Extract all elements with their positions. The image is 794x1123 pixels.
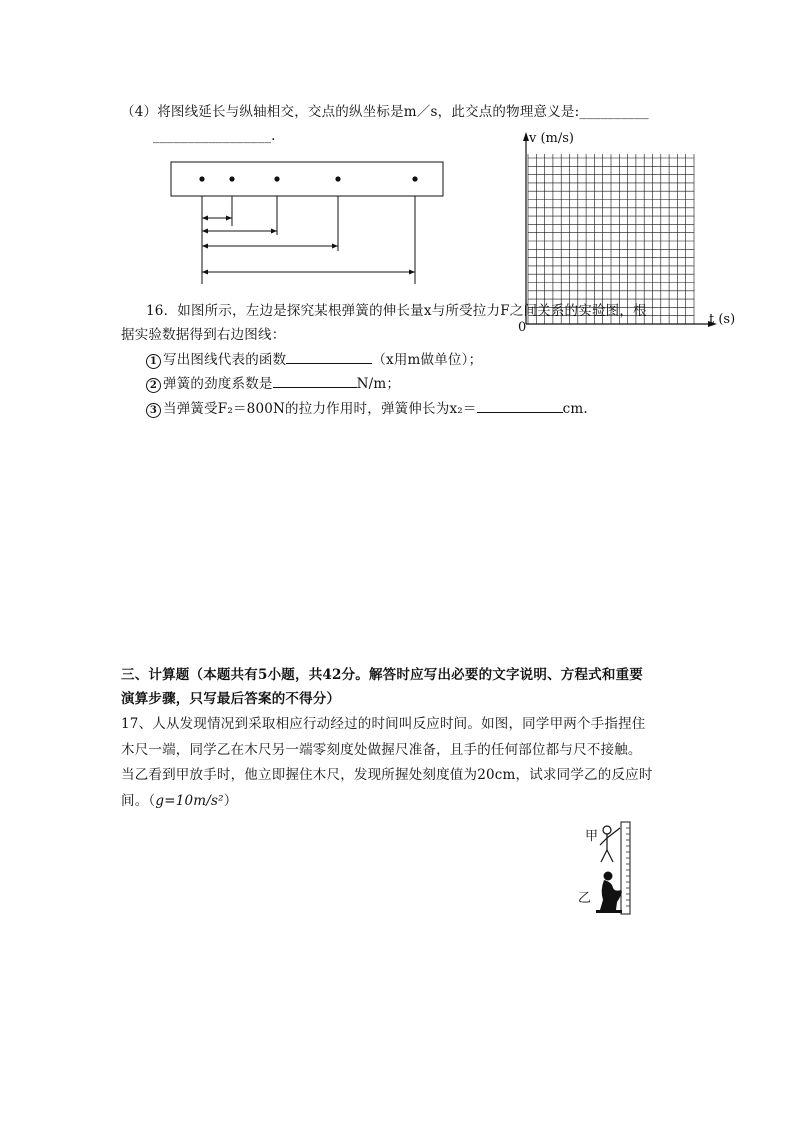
q16-intro-line2: 据实验数据得到右边图线： bbox=[121, 327, 286, 343]
tape-dot-2 bbox=[229, 176, 234, 181]
tape-dot-5 bbox=[412, 176, 417, 181]
q17-line4: 间。（g=10m/s²） bbox=[121, 793, 238, 809]
v-axis-label: v (m/s) bbox=[529, 131, 574, 146]
q16-item3: 3 当弹簧受F₂＝800N的拉力作用时，弹簧伸长为x₂＝ cm. bbox=[146, 397, 588, 418]
q16-item2: 2 弹簧的劲度系数是 N/m； bbox=[146, 372, 400, 393]
student-jia-label: 甲 bbox=[585, 829, 599, 844]
ticker-tape-diagram bbox=[165, 158, 450, 290]
q17-line2: 木尺一端，同学乙在木尺另一端零刻度处做握尺准备，且手的任何部位都与尺不接触。 bbox=[121, 742, 642, 758]
student-yi-label: 乙 bbox=[578, 891, 592, 906]
item2-number-circle: 2 bbox=[146, 378, 161, 393]
origin-label: 0 bbox=[518, 320, 527, 335]
spring-constant-blank[interactable] bbox=[273, 375, 357, 388]
student-yi-figure bbox=[596, 872, 622, 914]
q15-part4-line1: （4）将图线延长与纵轴相交，交点的纵坐标是m／s，此交点的物理意义是:__________ bbox=[121, 104, 649, 120]
section3-heading-line2: 演算步骤，只写最后答案的不得分） bbox=[121, 691, 341, 707]
item3-number-circle: 3 bbox=[146, 403, 161, 418]
t-axis-label: t (s) bbox=[709, 312, 736, 327]
q17-line3: 当乙看到甲放手时，他立即握住木尺，发现所握处刻度值为20cm，试求同学乙的反应时 bbox=[121, 767, 653, 783]
extension-answer-blank[interactable] bbox=[477, 400, 563, 413]
tape-dot-1 bbox=[199, 176, 204, 181]
function-answer-blank[interactable] bbox=[286, 351, 372, 364]
q17-line1: 17、人从发现情况到采取相应行动经过的时间叫反应时间。如图，同学甲两个手指捏住 bbox=[121, 716, 646, 732]
reaction-time-illustration bbox=[590, 818, 640, 918]
tape-dot-4 bbox=[335, 176, 340, 181]
q16-intro-line1: 16．如图所示，左边是探究某根弹簧的伸长量x与所受拉力F之间关系的实验图，根 bbox=[146, 303, 647, 319]
gravity-formula: g=10m/s² bbox=[155, 793, 224, 809]
section3-heading-line1: 三、计算题（本题共有5小题，共42分。解答时应写出必要的文字说明、方程式和重要 bbox=[121, 667, 643, 683]
item1-number-circle: 1 bbox=[146, 354, 161, 369]
q15-part4-line2: _________________. bbox=[153, 128, 276, 144]
student-jia-figure bbox=[600, 826, 620, 862]
q16-item1: 1 写出图线代表的函数 （x用m做单位）； bbox=[146, 348, 482, 369]
tape-dot-3 bbox=[274, 176, 279, 181]
